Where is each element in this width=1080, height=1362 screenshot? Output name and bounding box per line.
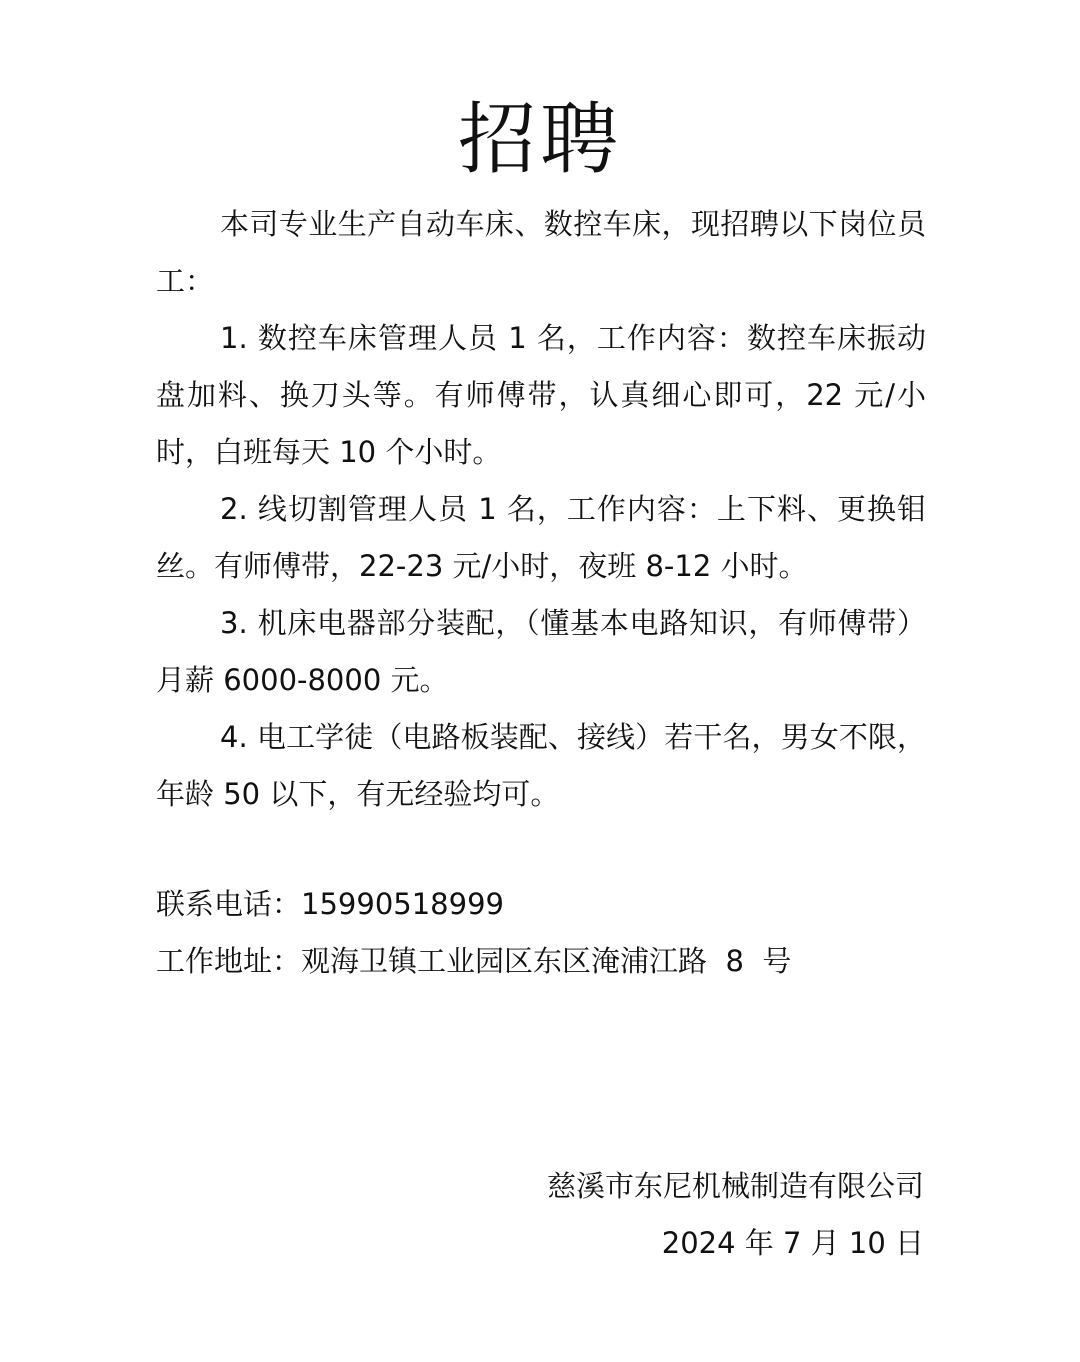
contact-info [156,876,936,990]
position-item-3: 3. 机床电器部分装配，（懂基本电路知识，有师傅带）月薪 6000-8000 元。 [156,606,926,697]
signature-block [324,1158,924,1272]
page-title: 招聘 [457,95,622,185]
notice-date: 2024 年 7 月 10 日 [661,1226,924,1260]
position-item-2: 2. 线切割管理人员 1 名，工作内容：上下料、更换钼丝。有师傅带，22-23 元/小时，夜班 8-12 小时。 [156,492,926,583]
address-line [156,933,936,990]
job-description [156,196,926,823]
address-value: 观海卫镇工业园区东区淹浦江路 8 号 [301,944,792,978]
position-item-4: 4. 电工学徒（电路板装配、接线）若干名，男女不限，年龄 50 以下，有无经验均可。 [156,720,926,811]
intro-paragraph: 本司专业生产自动车床、数控车床，现招聘以下岗位员工： [156,207,926,298]
address-label: 工作地址： [156,944,302,978]
phone-line [156,876,936,933]
phone-number: 15990518999 [301,887,504,921]
company-name: 慈溪市东尼机械制造有限公司 [546,1169,924,1203]
position-item-1: 1. 数控车床管理人员 1 名，工作内容：数控车床振动盘加料、换刀头等。有师傅带，认真细心即可，22 元/小时，白班每天 10 个小时。 [156,321,926,469]
phone-label: 联系电话： [156,887,302,921]
